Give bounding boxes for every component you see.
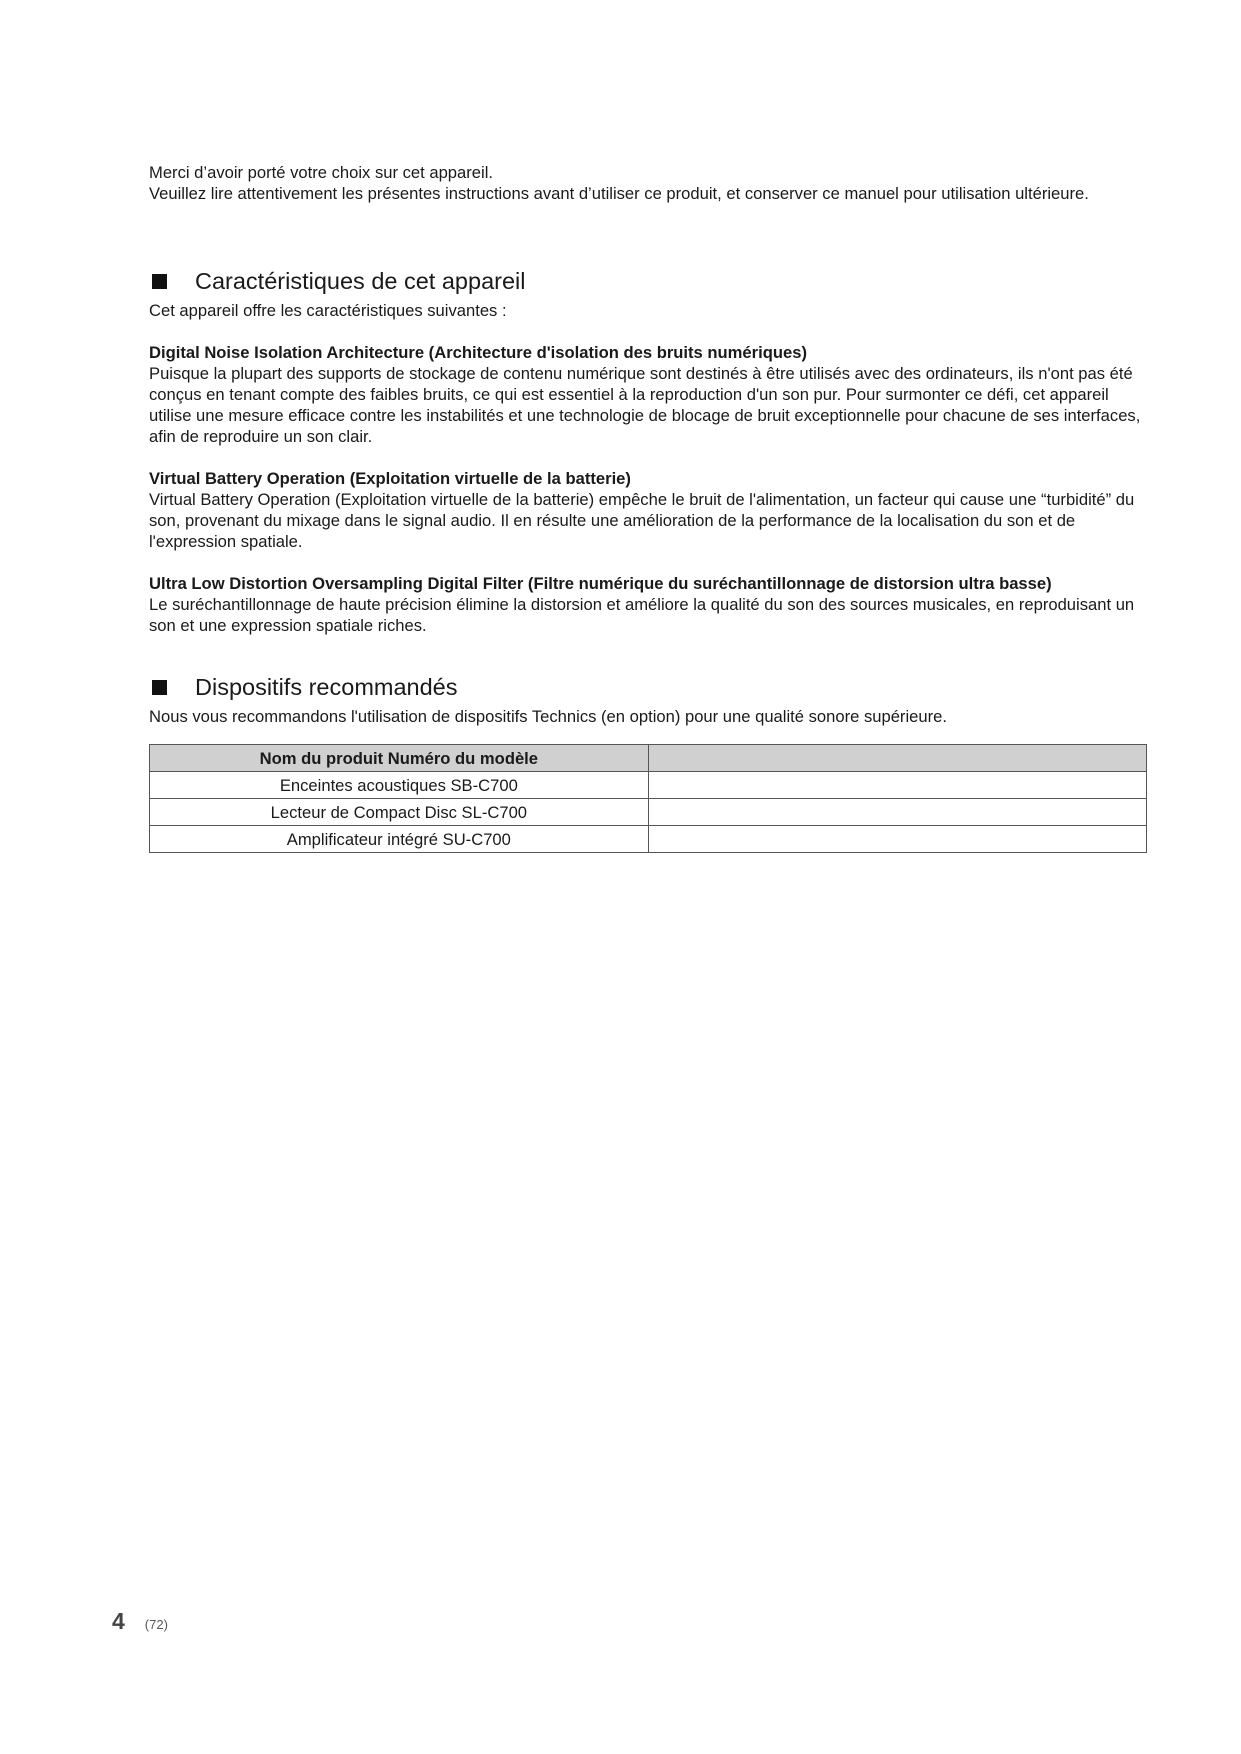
feature-body: Le suréchantillonnage de haute précision élimine la distorsion et améliore la qualité du son des sources musicales, en reproduisant un son et une expression spatiale riches. [149, 595, 1135, 635]
section-intro-text: Nous vous recommandons l'utilisation de dispositifs Technics (en option) pour une qualité sonore supérieure. [149, 707, 947, 726]
table-header-cell [648, 745, 1146, 772]
section-intro-text: Cet appareil offre les caractéristiques suivantes : [149, 301, 507, 320]
feature-body: Virtual Battery Operation (Exploitation virtuelle de la batterie) empêche le bruit de l'alimentation, un facteur qui cause une “turbidité” du son, provenant du mixage dans le signal audio. Il en résulte une amélioration de la performance de la localisation du son et de l'expression spatiale. [149, 490, 1135, 551]
section-features [149, 266, 1145, 636]
feature-item [149, 342, 1145, 447]
table-row [150, 826, 1147, 853]
intro-line-1: Merci d’avoir porté votre choix sur cet appareil. [149, 163, 494, 182]
table-row [150, 772, 1147, 799]
intro-line-2: Veuillez lire attentivement les présentes instructions avant d’utiliser ce produit, et conserver ce manuel pour utilisation ultérieure. [149, 184, 1089, 203]
table-cell [648, 826, 1146, 853]
square-bullet-icon [152, 274, 167, 289]
section-recommended-devices [149, 672, 1145, 853]
section-heading-text: Dispositifs recommandés [195, 674, 458, 700]
intro-block [149, 162, 1145, 204]
feature-title: Digital Noise Isolation Architecture (Architecture d'isolation des bruits numériques) [149, 343, 807, 362]
table-row [150, 799, 1147, 826]
feature-body: Puisque la plupart des supports de stockage de contenu numérique sont destinés à être utilisés avec des ordinateurs, ils n'ont pas été conçus en tenant compte des faibles bruits, ce qui est essentiel à la reproduction d'un son pur. Pour surmonter ce défi, cet appareil utilise une mesure efficace contre les instabilités et une technologie de blocage de bruit exceptionnelle pour chacune de ses interfaces, afin de reproduire un son clair. [149, 364, 1141, 446]
feature-item [149, 468, 1145, 552]
table-cell: Enceintes acoustiques SB-C700 [150, 772, 649, 799]
section-heading-text: Caractéristiques de cet appareil [195, 268, 526, 294]
products-table [149, 744, 1147, 853]
feature-title: Virtual Battery Operation (Exploitation virtuelle de la batterie) [149, 469, 631, 488]
table-header-cell: Nom du produit Numéro du modèle [150, 745, 649, 772]
section-heading-devices [149, 672, 1145, 702]
section-heading-features [149, 266, 1145, 296]
page-footer [112, 1608, 168, 1635]
table-cell: Amplificateur intégré SU-C700 [150, 826, 649, 853]
page-sub-number: (72) [144, 1617, 168, 1632]
table-header-row [150, 745, 1147, 772]
table-cell [648, 799, 1146, 826]
feature-title: Ultra Low Distortion Oversampling Digital Filter (Filtre numérique du suréchantillonnage de distorsion ultra basse) [149, 574, 1052, 593]
table-cell [648, 772, 1146, 799]
table-cell: Lecteur de Compact Disc SL-C700 [150, 799, 649, 826]
page-content [149, 162, 1145, 853]
page-number: 4 [112, 1608, 125, 1634]
square-bullet-icon [152, 680, 167, 695]
feature-item [149, 573, 1145, 636]
